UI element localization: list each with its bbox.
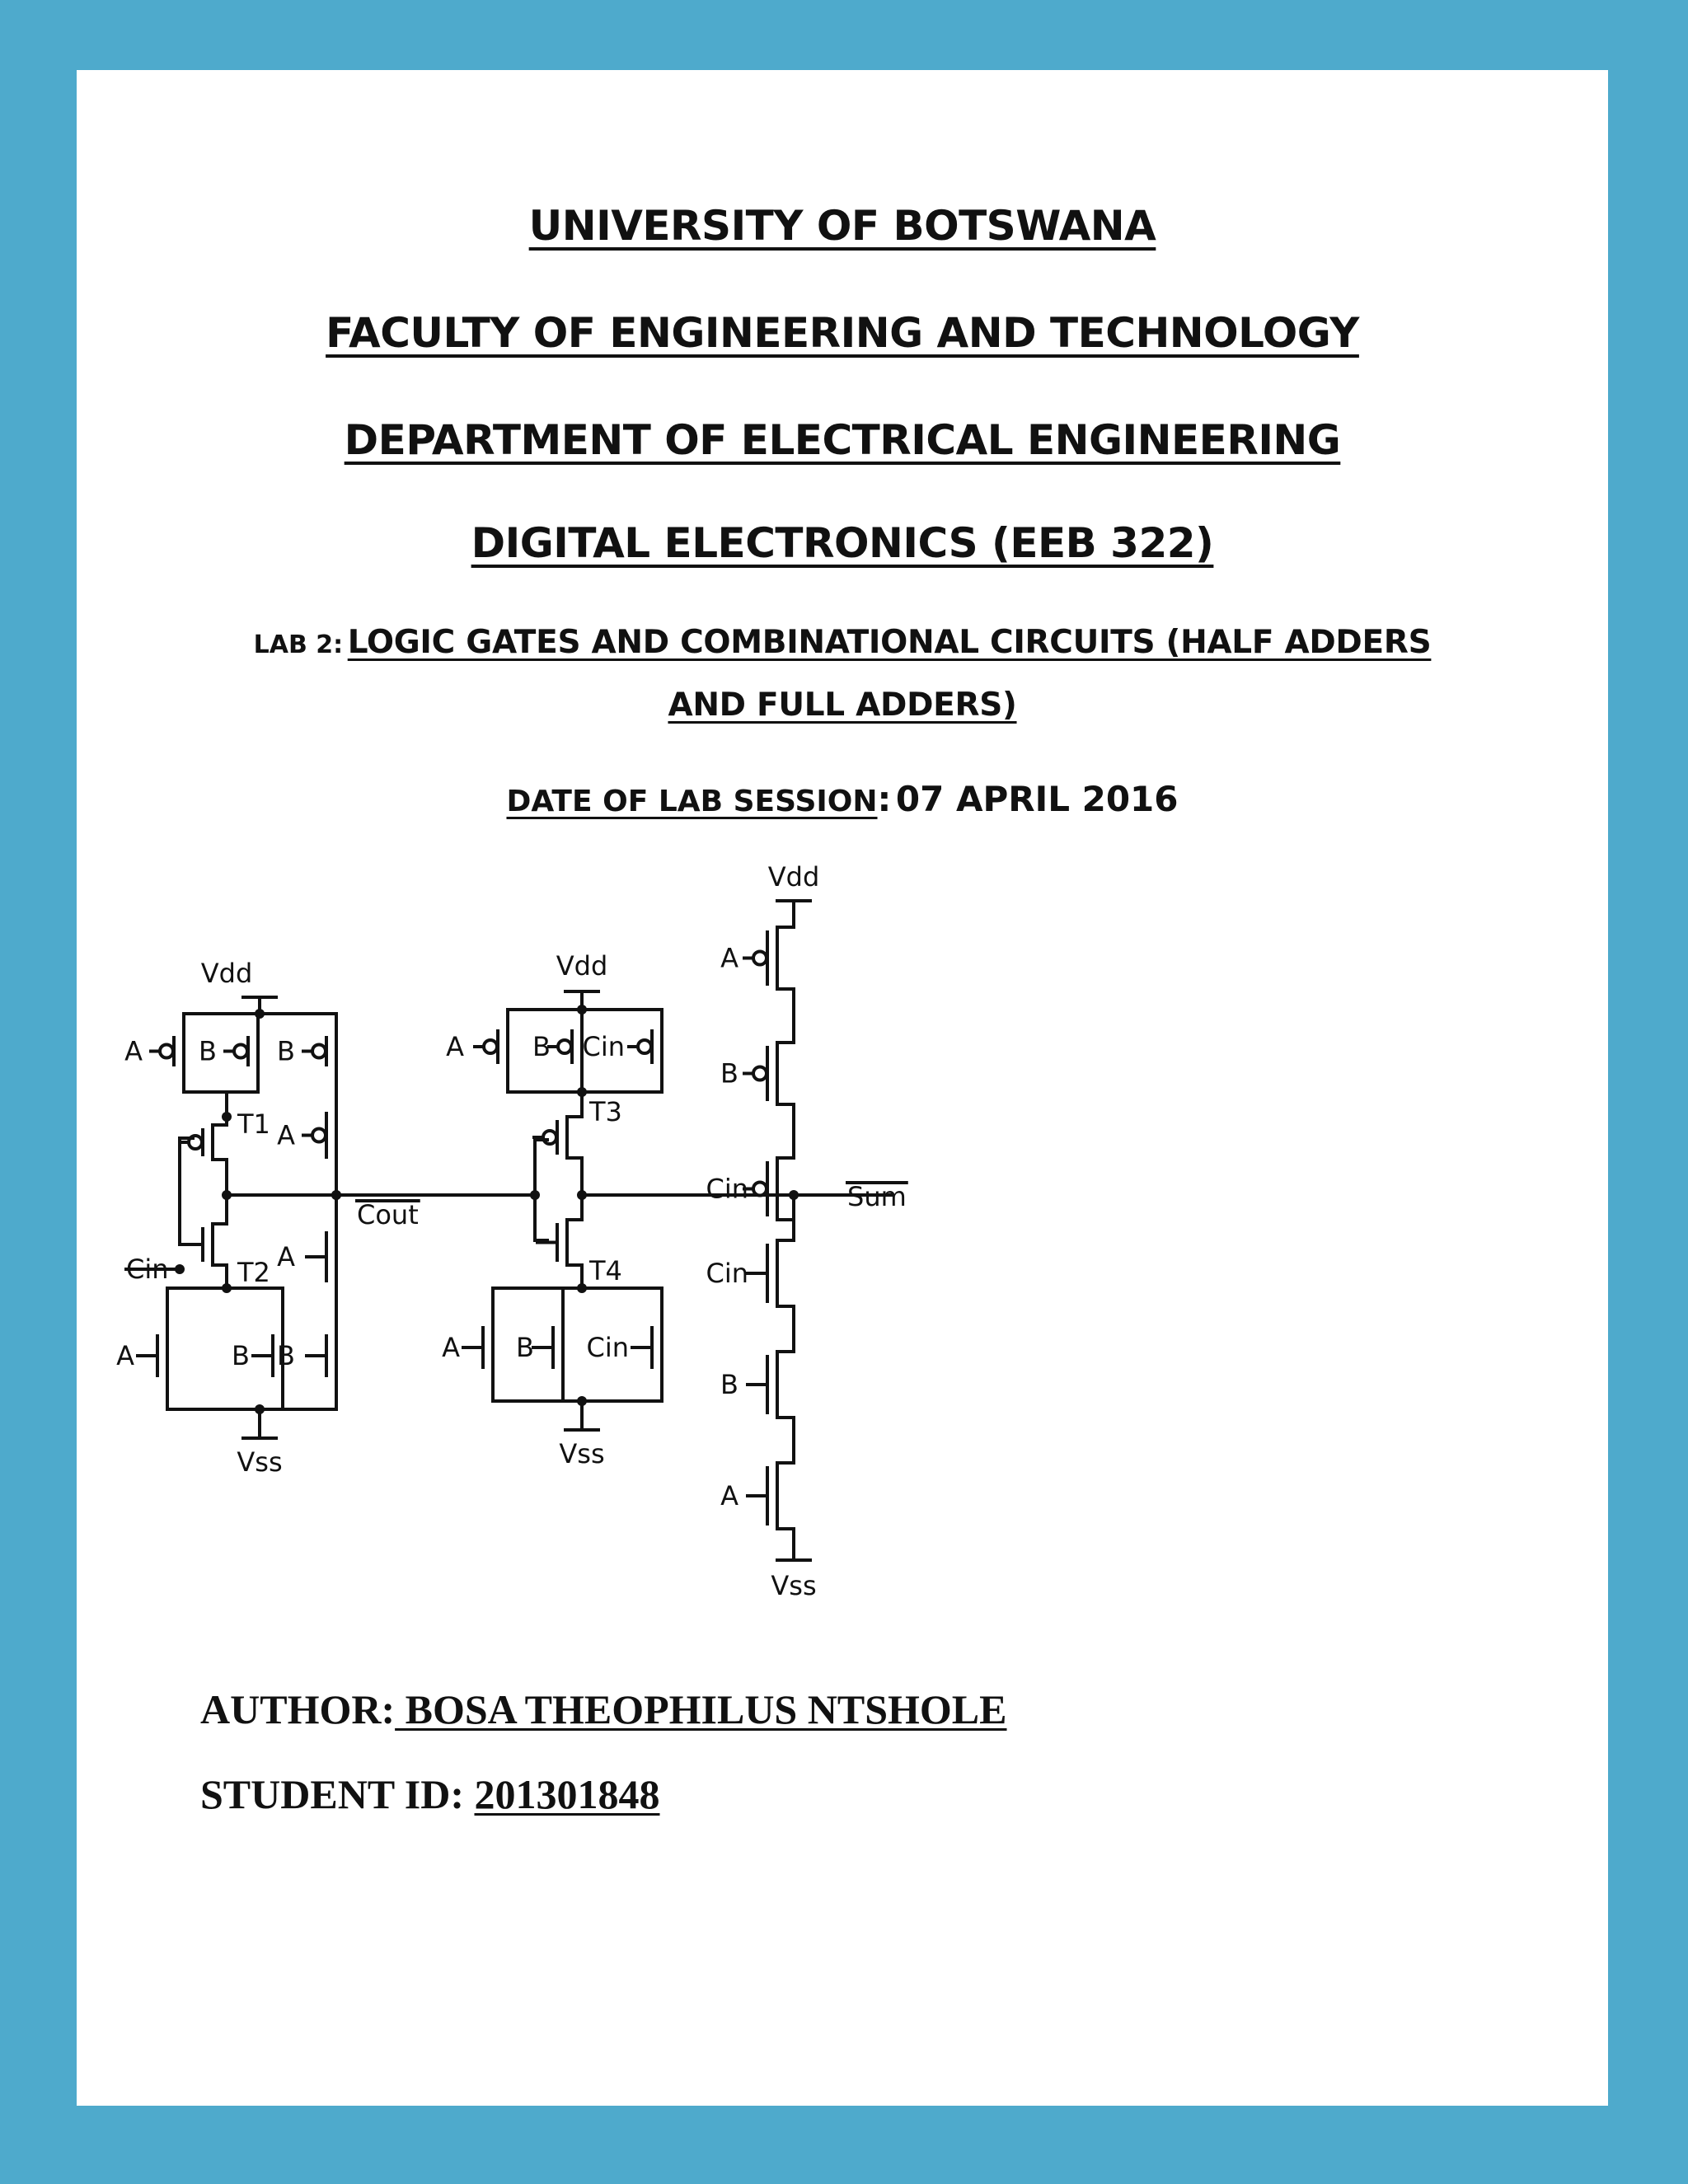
gate-label: A: [446, 1031, 464, 1062]
pmos-transistor: [629, 1026, 662, 1067]
pmos-transistor: [549, 1026, 582, 1067]
nmos-transistor: [307, 1331, 336, 1380]
gate-label: A: [720, 942, 738, 974]
lab-prefix: LAB 2:: [253, 630, 344, 659]
inversion-bubble: [312, 1045, 326, 1058]
lab-title-part-1: LOGIC GATES AND COMBINATIONAL CIRCUITS (HALF ADDERS: [347, 624, 1432, 661]
course-heading: DIGITAL ELECTRONICS (EEB 322): [471, 519, 1214, 567]
nmos-transistor: [748, 1463, 777, 1529]
gate-label: Cin: [706, 1173, 748, 1205]
gate-label: Cin: [586, 1332, 629, 1363]
nmos-transistor: [748, 1352, 777, 1418]
wire: [493, 1372, 662, 1401]
wire: [777, 1306, 794, 1352]
vdd-label: Vdd: [556, 950, 608, 982]
gate-label: B: [277, 1035, 295, 1067]
inversion-bubble: [753, 1183, 767, 1196]
wire: [184, 1070, 258, 1092]
date-separator: :: [877, 779, 892, 819]
pmos-transistor: [744, 1043, 777, 1104]
vss-label: Vss: [237, 1446, 283, 1478]
vss-label: Vss: [559, 1438, 605, 1469]
nmos-transistor: [533, 1323, 563, 1372]
nmos-transistor: [463, 1323, 493, 1372]
nmos-transistor: [748, 1240, 777, 1306]
cout-label: Cout: [357, 1199, 419, 1230]
cin-input-label: Cin: [126, 1254, 169, 1285]
gate-label: B: [720, 1057, 738, 1090]
wire: [567, 1158, 582, 1195]
student-id-label: STUDENT ID:: [200, 1771, 464, 1817]
pmos-transistor: [225, 1033, 258, 1070]
gate-label: A: [720, 1480, 738, 1511]
wire: [167, 1380, 283, 1409]
nmos-transistor: [138, 1331, 167, 1380]
t1-label: T1: [237, 1108, 270, 1140]
gate-label: B: [532, 1031, 551, 1062]
junction-dot: [331, 1190, 341, 1200]
t3-label: T3: [589, 1096, 622, 1127]
inversion-bubble: [558, 1040, 571, 1053]
wire: [777, 1418, 794, 1463]
vdd-label: Vdd: [200, 958, 253, 989]
gate-label: A: [124, 1035, 143, 1067]
pmos-transistor: [151, 1033, 184, 1070]
author-name: BOSA THEOPHILUS NTSHOLE: [395, 1686, 1007, 1732]
inversion-bubble: [160, 1045, 173, 1058]
pmos-transistor: [534, 1117, 567, 1158]
vdd-label: Vdd: [767, 861, 820, 893]
gate-label: B: [277, 1340, 295, 1371]
wire: [508, 1067, 582, 1092]
wire: [283, 1380, 336, 1409]
department-heading: DEPARTMENT OF ELECTRICAL ENGINEERING: [344, 416, 1341, 464]
gate-label: A: [277, 1241, 295, 1272]
pmos-transistor: [744, 1158, 777, 1220]
document-page: [77, 70, 1608, 2106]
pmos-transistor: [475, 1026, 508, 1067]
date-value: 07 APRIL 2016: [895, 779, 1179, 819]
nmos-transistor: [632, 1323, 662, 1372]
wire: [777, 1529, 794, 1560]
pmos-transistor: [180, 1125, 213, 1160]
gate-label: A: [277, 1119, 295, 1151]
t4-label: T4: [589, 1255, 622, 1286]
sum-label: Sum: [847, 1181, 907, 1212]
gate-label: B: [232, 1340, 250, 1371]
inversion-bubble: [484, 1040, 497, 1053]
vss-label: Vss: [771, 1570, 817, 1601]
inversion-bubble: [638, 1040, 651, 1053]
gate-label: Cin: [706, 1258, 748, 1289]
university-heading: UNIVERSITY OF BOTSWANA: [528, 202, 1156, 250]
pmos-transistor: [303, 1108, 336, 1162]
author-label: AUTHOR:: [200, 1686, 396, 1732]
pmos-transistor: [744, 927, 777, 989]
gate-label: B: [720, 1369, 738, 1400]
student-id-line: [200, 1770, 660, 1818]
wire: [777, 989, 794, 1043]
inversion-bubble: [543, 1131, 556, 1144]
inversion-bubble: [234, 1045, 247, 1058]
faculty-heading: FACULTY OF ENGINEERING AND TECHNOLOGY: [326, 309, 1359, 357]
author-line: [200, 1685, 1007, 1733]
student-id-value: 201301848: [474, 1771, 660, 1817]
gate-label: B: [199, 1035, 217, 1067]
wire: [213, 1160, 227, 1195]
wire: [777, 1104, 794, 1158]
gate-label: A: [442, 1332, 460, 1363]
nmos-transistor: [307, 1228, 336, 1286]
lab-title-part-2: AND FULL ADDERS): [668, 687, 1017, 724]
t2-label: T2: [237, 1257, 270, 1288]
nmos-transistor: [537, 1220, 567, 1265]
inversion-bubble: [753, 1067, 767, 1080]
wire: [582, 1067, 662, 1092]
gate-label: Cin: [582, 1031, 625, 1062]
gate-label: B: [516, 1332, 534, 1363]
inversion-bubble: [312, 1129, 326, 1142]
inversion-bubble: [753, 952, 767, 965]
date-label: DATE OF LAB SESSION: [506, 785, 878, 818]
pmos-transistor: [303, 1033, 336, 1070]
gate-label: A: [116, 1340, 134, 1371]
